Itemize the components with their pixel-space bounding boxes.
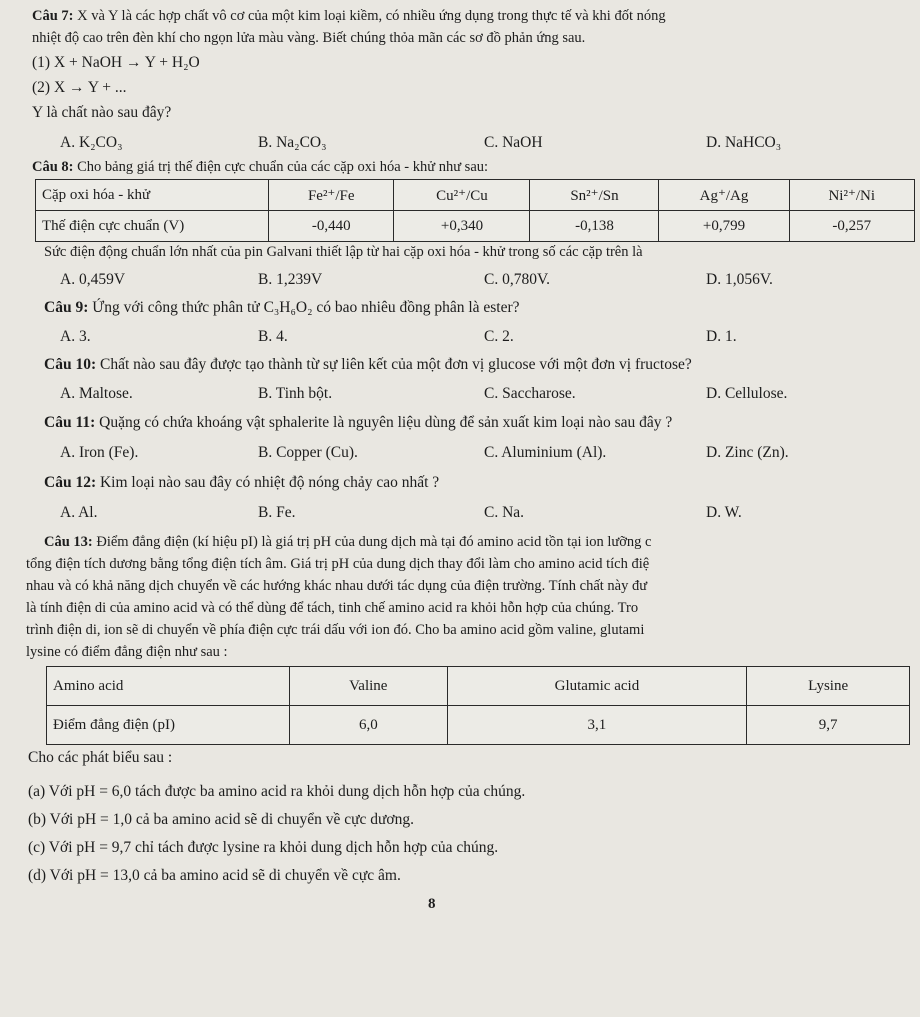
q12-stem: Kim loại nào sau đây có nhiệt độ nóng chảy cao nhất ? [99, 474, 440, 491]
q11-option-a[interactable]: A. Iron (Fe). [60, 444, 139, 461]
q7-option-a[interactable]: A. K₂CO₃ [60, 134, 123, 151]
q11-text-line [44, 413, 672, 433]
q12-option-d[interactable]: D. W. [706, 504, 742, 521]
q7-option-d[interactable]: D. NaHCO₃ [706, 134, 782, 151]
q13-stem-2: tổng điện tích dương bằng tổng điện tích âm. Giá trị pH của dung dịch thay đổi làm cho amino acid tích điệ [26, 556, 650, 572]
q12-label: Câu 12: [44, 474, 97, 491]
table-cell: -0,138 [530, 211, 659, 242]
q7-equation-1: (1) X + NaOH → Y + H₂O [32, 54, 200, 71]
table-cell: 3,1 [447, 706, 747, 745]
q10-option-a[interactable]: A. Maltose. [60, 385, 133, 402]
q7-option-b[interactable]: B. Na₂CO₃ [258, 134, 327, 151]
table-cell: Sn²⁺/Sn [530, 180, 659, 211]
q8-question: Sức điện động chuẩn lớn nhất của pin Galvani thiết lập từ hai cặp oxi hóa - khử trong số các cặp trên là [44, 244, 643, 260]
q11-option-d[interactable]: D. Zinc (Zn). [706, 444, 789, 461]
q13-label: Câu 13: [44, 534, 93, 550]
table-cell: Ni²⁺/Ni [789, 180, 915, 211]
table-header-row [47, 667, 910, 706]
q8-option-c[interactable]: C. 0,780V. [484, 271, 551, 288]
q13-stem-3: nhau và có khả năng dịch chuyển về các hướng khác nhau dưới tác dụng của điện trường. Tính chất này đư [26, 578, 648, 594]
table-cell: Glutamic acid [447, 667, 747, 706]
q8-option-b[interactable]: B. 1,239V [258, 271, 323, 288]
table-row [36, 211, 915, 242]
q13-statement-a[interactable]: (a) Với pH = 6,0 tách được ba amino acid ra khỏi dung dịch hỗn hợp của chúng. [28, 783, 526, 800]
table-cell: Fe²⁺/Fe [269, 180, 394, 211]
q7-stem-1: X và Y là các hợp chất vô cơ của một kim loại kiềm, có nhiều ứng dụng trong thực tế và khi đốt nóng [77, 8, 666, 24]
q11-option-c[interactable]: C. Aluminium (Al). [484, 444, 607, 461]
q7-label: Câu 7: [32, 8, 74, 24]
table-cell: Lysine [747, 667, 910, 706]
q12-text-line [44, 473, 439, 493]
q9-option-a[interactable]: A. 3. [60, 328, 91, 345]
q9-option-c[interactable]: C. 2. [484, 328, 514, 345]
q9-option-b[interactable]: B. 4. [258, 328, 288, 345]
table-row [47, 706, 910, 745]
electrode-potential-table [35, 179, 915, 242]
q13-question: Cho các phát biểu sau : [28, 749, 173, 766]
q8-option-a[interactable]: A. 0,459V [60, 271, 126, 288]
q8-label: Câu 8: [32, 159, 74, 175]
q13-statement-d[interactable]: (d) Với pH = 13,0 cả ba amino acid sẽ di chuyển về cực âm. [28, 867, 401, 884]
table-cell: 9,7 [747, 706, 910, 745]
q8-text-line [32, 157, 488, 177]
q10-stem: Chất nào sau đây được tạo thành từ sự liên kết của một đơn vị glucose với một đơn vị fructose? [99, 356, 692, 373]
q10-option-c[interactable]: C. Saccharose. [484, 385, 576, 402]
table-cell: Valine [290, 667, 448, 706]
q11-stem: Quặng có chứa khoáng vật sphalerite là nguyên liệu dùng để sản xuất kim loại nào sau đây ? [99, 414, 673, 431]
table-cell: -0,440 [269, 211, 394, 242]
q12-option-a[interactable]: A. Al. [60, 504, 98, 521]
q13-stem-6: lysine có điểm đẳng điện như sau : [26, 644, 228, 660]
table-cell: Cu²⁺/Cu [394, 180, 530, 211]
q9-label: Câu 9: [44, 299, 89, 316]
table-cell: Cặp oxi hóa - khử [36, 180, 269, 211]
q10-option-d[interactable]: D. Cellulose. [706, 385, 788, 402]
table-cell: Điểm đẳng điện (pI) [47, 706, 290, 745]
q10-text-line [44, 355, 692, 375]
table-cell: +0,799 [659, 211, 789, 242]
q13-stem-5: trình điện di, ion sẽ di chuyển về phía điện cực trái dấu với ion đó. Cho ba amino acid gồm valine, glutami [26, 622, 645, 638]
isoelectric-point-table [46, 666, 910, 745]
q8-option-d[interactable]: D. 1,056V. [706, 271, 773, 288]
q13-stem-1: Điểm đẳng điện (kí hiệu pI) là giá trị pH của dung dịch mà tại đó amino acid tồn tại ion lưỡng c [96, 534, 652, 550]
q10-option-b[interactable]: B. Tinh bột. [258, 385, 333, 402]
q7-equation-2: (2) X → Y + ... [32, 79, 127, 96]
q9-stem: Ứng với công thức phân tử C₃H₆O₂ có bao nhiêu đồng phân là ester? [92, 299, 520, 316]
q13-statement-b[interactable]: (b) Với pH = 1,0 cả ba amino acid sẽ di chuyển về cực dương. [28, 811, 414, 828]
table-cell: Thế điện cực chuẩn (V) [36, 211, 269, 242]
table-cell: Amino acid [47, 667, 290, 706]
q7-text-line1 [32, 6, 666, 26]
table-cell: +0,340 [394, 211, 530, 242]
table-cell: Ag⁺/Ag [659, 180, 789, 211]
q9-option-d[interactable]: D. 1. [706, 328, 737, 345]
q7-stem-2: nhiệt độ cao trên đèn khí cho ngọn lửa màu vàng. Biết chúng thỏa mãn các sơ đồ phản ứng sau. [32, 30, 586, 46]
q12-option-c[interactable]: C. Na. [484, 504, 525, 521]
q12-option-b[interactable]: B. Fe. [258, 504, 296, 521]
q13-stem-4: là tính điện di của amino acid và có thể dùng để tách, tinh chế amino acid ra khỏi hỗn hợp của chúng. Tro [26, 600, 639, 616]
q9-text-line [44, 298, 520, 318]
q7-question: Y là chất nào sau đây? [32, 104, 172, 121]
q13-statement-c[interactable]: (c) Với pH = 9,7 chỉ tách được lysine ra khỏi dung dịch hỗn hợp của chúng. [28, 839, 499, 856]
q11-label: Câu 11: [44, 414, 96, 431]
q7-option-c[interactable]: C. NaOH [484, 134, 543, 151]
q13-text-line1 [44, 532, 651, 552]
page-number: 8 [428, 896, 436, 912]
table-cell: -0,257 [789, 211, 915, 242]
table-cell: 6,0 [290, 706, 448, 745]
q10-label: Câu 10: [44, 356, 97, 373]
table-header-row [36, 180, 915, 211]
q8-stem: Cho bảng giá trị thế điện cực chuẩn của các cặp oxi hóa - khử như sau: [77, 159, 489, 175]
q11-option-b[interactable]: B. Copper (Cu). [258, 444, 358, 461]
